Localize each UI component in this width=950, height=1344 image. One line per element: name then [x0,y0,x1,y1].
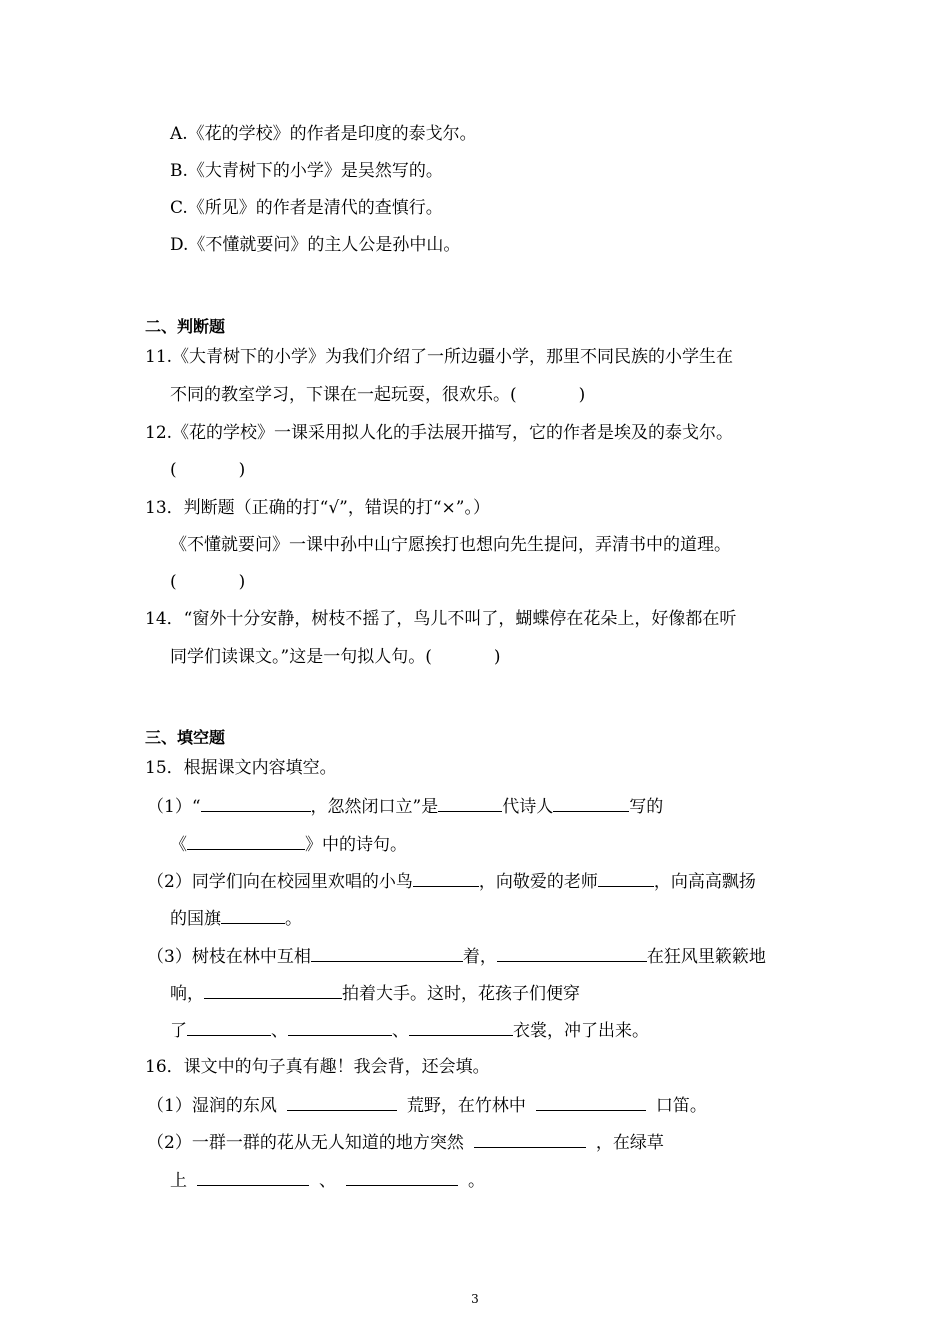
fill-blank[interactable] [409,1018,513,1036]
fill-blank[interactable] [413,869,479,887]
question-14-text: 同学们读课文。”这是一句拟人句。 [170,647,426,667]
answer-paren-close: ) [493,647,501,667]
question-15-2-line-2: 的国旗 。 [170,906,302,930]
fill-blank[interactable] [497,944,647,962]
question-16-2-line-2: 上 、 。 [170,1168,485,1192]
question-15-2-line-1: （2）同学们向在校园里欢唱的小鸟 ，向敬爱的老师 ，向高高飘扬 [147,869,756,893]
fill-blank[interactable] [187,1018,271,1036]
question-12-line-1: 12.《花的学校》一课采用拟人化的手法展开描写，它的作者是埃及的泰戈尔。 [145,423,734,443]
fill-blank[interactable] [438,794,502,812]
question-11-text: 不同的教室学习，下课在一起玩耍，很欢乐。 [170,385,510,405]
answer-paren-open: ( [170,572,177,592]
option-b: B.《大青树下的小学》是吴然写的。 [170,161,443,181]
fill-blank[interactable] [346,1168,458,1186]
fill-blank[interactable] [553,794,629,812]
question-11-line-1: 11.《大青树下的小学》为我们介绍了一所边疆小学，那里不同民族的小学生在 [145,347,734,367]
fill-blank[interactable] [311,944,463,962]
question-11-line-2 [170,384,585,406]
fill-blank[interactable] [197,1168,309,1186]
question-13-line-1: 13．判断题（正确的打“√”，错误的打“×”。） [145,498,490,518]
page-number: 3 [471,1292,479,1306]
fill-blank[interactable] [598,869,654,887]
fill-blank[interactable] [201,794,311,812]
fill-blank[interactable] [536,1093,646,1111]
question-15: 15．根据课文内容填空。 [145,758,337,778]
question-13-line-2: 《不懂就要问》一课中孙中山宁愿挨打也想向先生提问，弄清书中的道理。 [170,535,731,555]
answer-paren-close: ) [238,460,246,480]
fill-blank[interactable] [221,906,285,924]
section-title-fill-in: 三、填空题 [145,728,226,747]
fill-blank[interactable] [287,1093,397,1111]
answer-paren-close: ) [238,572,246,592]
fill-blank[interactable] [474,1130,586,1148]
option-d: D.《不懂就要问》的主人公是孙中山。 [170,235,461,255]
answer-paren-open: ( [510,385,517,405]
question-14-line-1: 14．“窗外十分安静，树枝不摇了，鸟儿不叫了，蝴蝶停在花朵上，好像都在听 [145,609,737,629]
question-15-1-line-2: 《 》中的诗句。 [170,832,407,856]
question-15-3-line-1: （3）树枝在林中互相 着， 在狂风里簌簌地 [147,944,766,968]
question-15-1-line-1: （1）“ ，忽然闭口立”是 代诗人 写的 [147,794,663,818]
fill-blank[interactable] [204,981,342,999]
question-16: 16．课文中的句子真有趣！我会背，还会填。 [145,1057,490,1077]
question-13-line-3 [170,571,245,593]
question-15-3-line-2: 响， 拍着大手。这时，花孩子们便穿 [170,981,580,1005]
question-12-line-2 [170,459,245,481]
option-a: A.《花的学校》的作者是印度的泰戈尔。 [170,124,477,144]
answer-paren-close: ) [578,385,586,405]
question-16-1: （1）湿润的东风 荒野，在竹林中 口笛。 [147,1093,707,1117]
section-title-judgment: 二、判断题 [145,317,226,336]
option-c: C.《所见》的作者是清代的查慎行。 [170,198,443,218]
question-15-3-line-3: 了 、 、 衣裳，冲了出来。 [170,1018,649,1042]
fill-blank[interactable] [187,832,305,850]
fill-blank[interactable] [288,1018,392,1036]
answer-paren-open: ( [170,460,177,480]
question-16-2-line-1: （2）一群一群的花从无人知道的地方突然 ，在绿草 [147,1130,664,1154]
answer-paren-open: ( [425,647,432,667]
question-14-line-2 [170,646,500,668]
